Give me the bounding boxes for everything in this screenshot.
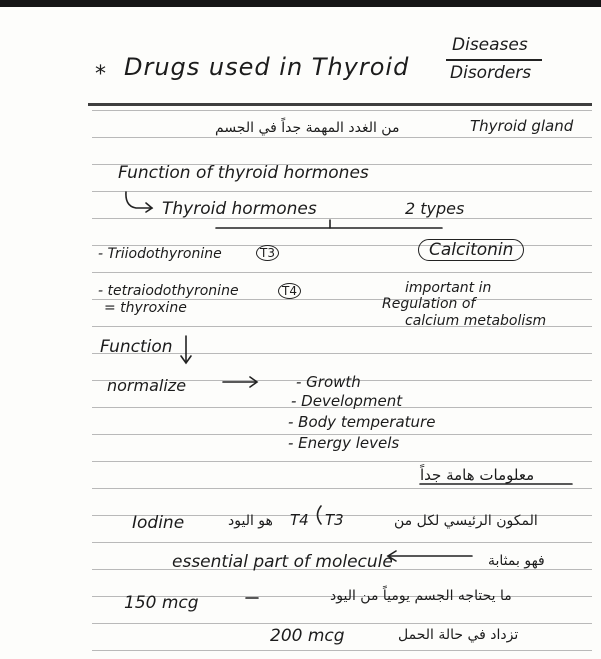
t3-badge: T3 (256, 245, 279, 261)
page-title: Drugs used in Thyroid (124, 53, 410, 81)
important-info-note: معلومات هامة جداً (420, 466, 535, 484)
normalize-item-energy-levels: - Energy levels (288, 434, 400, 452)
title-fraction-bottom: Disorders (450, 63, 532, 83)
bracket-icon (318, 506, 322, 524)
function-label: Function (100, 337, 173, 357)
normalize-item-growth: - Growth (296, 373, 361, 391)
title-star: * (95, 62, 106, 87)
normalize-label: normalize (107, 376, 187, 395)
daily-dose-value: 150 mcg (124, 593, 199, 613)
hormones-label: Thyroid hormones (162, 199, 317, 219)
hormones-types: 2 types (405, 199, 465, 218)
calcitonin-note-2: Regulation of (382, 296, 476, 312)
function-heading: Function of thyroid hormones (118, 163, 369, 183)
calcitonin-note-3: calcium metabolism (405, 313, 547, 329)
iodine-t3-ref: T3 (325, 511, 344, 529)
molecule-note-english: essential part of molecule (172, 552, 393, 572)
iodine-is-iodine-arabic: هو اليود (228, 513, 273, 529)
gland-note-english: Thyroid gland (470, 117, 574, 135)
daily-dose-arabic: ما يحتاجه الجسم يومياً من اليود (330, 588, 512, 604)
t4-name: - tetraiodothyronine (98, 283, 239, 299)
pregnancy-dose-value: 200 mcg (270, 626, 345, 646)
calcitonin-note-1: important in (405, 280, 492, 296)
iodine-label: Iodine (132, 513, 185, 533)
t3-name: - Triiodothyronine (98, 246, 222, 262)
title-fraction-top: Diseases (452, 35, 528, 55)
normalize-item-body-temperature: - Body temperature (288, 413, 436, 431)
molecule-note-arabic: فهو بمثابة (488, 553, 545, 569)
iodine-main-component-arabic: المكون الرئيسي لكل من (394, 513, 538, 529)
calcitonin-label: Calcitonin (418, 239, 524, 261)
t4-badge: T4 (278, 283, 301, 299)
t4-alias: = thyroxine (104, 300, 187, 316)
normalize-item-development: - Development (291, 392, 403, 410)
gland-note-arabic: من الغدد المهمة جداً في الجسم (215, 120, 400, 136)
pregnancy-dose-arabic: تزداد في حالة الحمل (398, 627, 519, 643)
iodine-t4-ref: T4 (290, 511, 309, 529)
